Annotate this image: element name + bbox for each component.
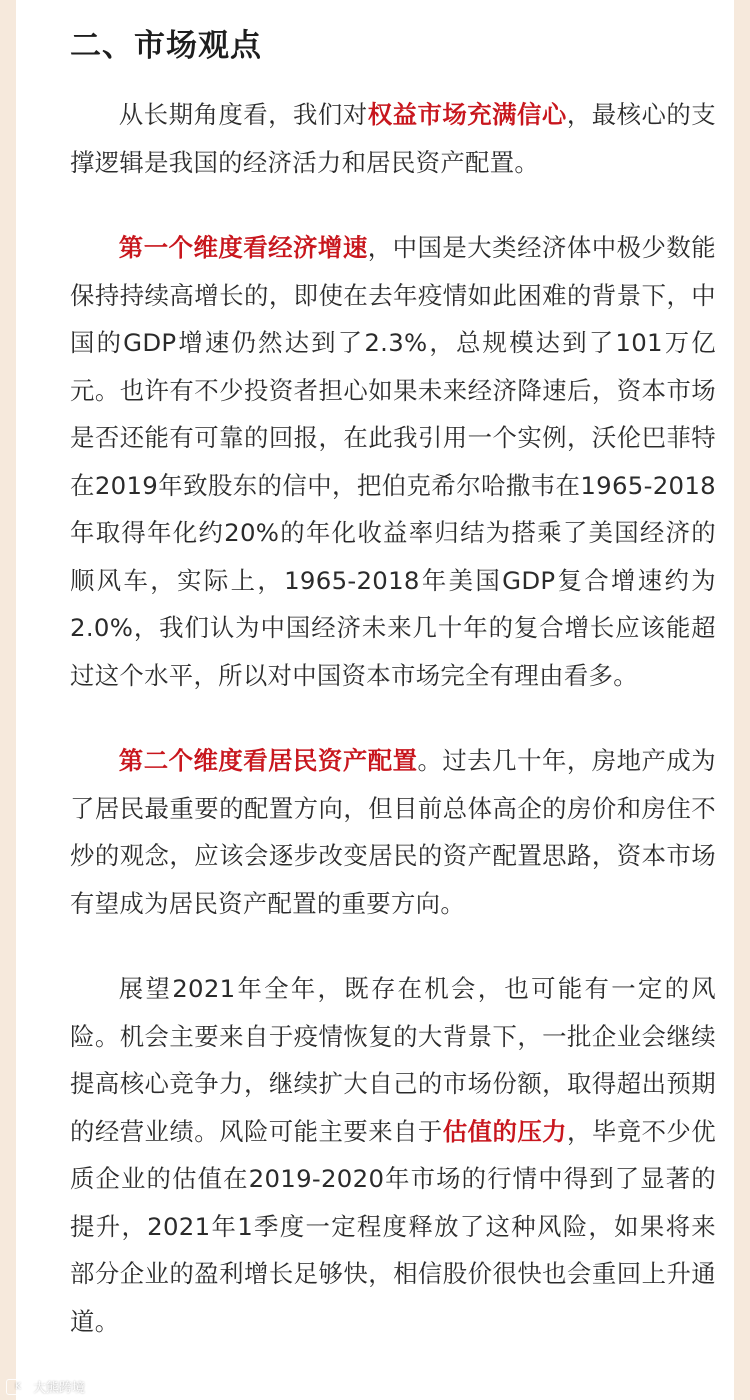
paragraph-text: 从长期角度看，我们对 xyxy=(118,100,368,129)
paragraph-1 xyxy=(70,91,716,186)
watermark-text: 大熊跨境 xyxy=(33,1381,86,1396)
paragraph-2 xyxy=(70,224,716,699)
article-content xyxy=(70,22,716,1383)
highlight-text: 估值的压力 xyxy=(442,1116,568,1146)
paragraph-text: 展望2021年全年，既存在机会，也可能有一定的风险。机会主要来自于疫情恢复的大背景下，一批企业会继续提高核心竞争力，继续扩大自己的市场份额，取得超出预期的经营业绩。风险可能主要来自于 xyxy=(70,974,716,1146)
watermark xyxy=(6,1377,85,1396)
paragraph-text: 。过去几十年，房地产成为了居民最重要的配置方向，但目前总体高企的房价和房住不炒的观念，应该会逐步改变居民的资产配置思路，资本市场有望成为居民资产配置的重要方向。 xyxy=(70,746,716,918)
paragraph-text: ，中国是大类经济体中极少数能保持持续高增长的，即使在去年疫情如此困难的背景下，中国的GDP增速仍然达到了2.3%，总规模达到了101万亿元。也许有不少投资者担心如果未来经济降速后，资本市场是否还能有可靠的回报，在此我引用一个实例，沃伦巴菲特在2019年致股东的信中，把伯克希尔哈撒韦在1965-2018年取得年化约20%的年化收益率归结为搭乘了美国经济的顺风车，实际上，1965-2018年美国GDP复合增速约为2.0%，我们认为中国经济未来几十年的复合增长应该能超过这个水平，所以对中国资本市场完全有理由看多。 xyxy=(70,233,716,690)
highlight-text: 权益市场充满信心 xyxy=(367,100,567,129)
paragraph-4 xyxy=(70,965,716,1345)
paragraph-text: ，最核心的支撑逻辑是我国的经济活力和居民资产配置。 xyxy=(70,100,716,177)
highlight-text: 第二个维度看居民资产配置 xyxy=(118,746,418,775)
paragraph-3 xyxy=(70,737,716,927)
paragraph-text: ，毕竟不少优质企业的估值在2019-2020年市场的行情中得到了显著的提升，2021年1季度一定程度释放了这种风险，如果将来部分企业的盈利增长足够快，相信股价很快也会重回上升通道。 xyxy=(70,1116,716,1336)
highlight-text: 第一个维度看经济增速 xyxy=(118,233,368,262)
watermark-logo-icon: K xyxy=(6,1379,30,1395)
article-card xyxy=(16,0,734,1400)
section-heading: 二、市场观点 xyxy=(70,28,262,64)
